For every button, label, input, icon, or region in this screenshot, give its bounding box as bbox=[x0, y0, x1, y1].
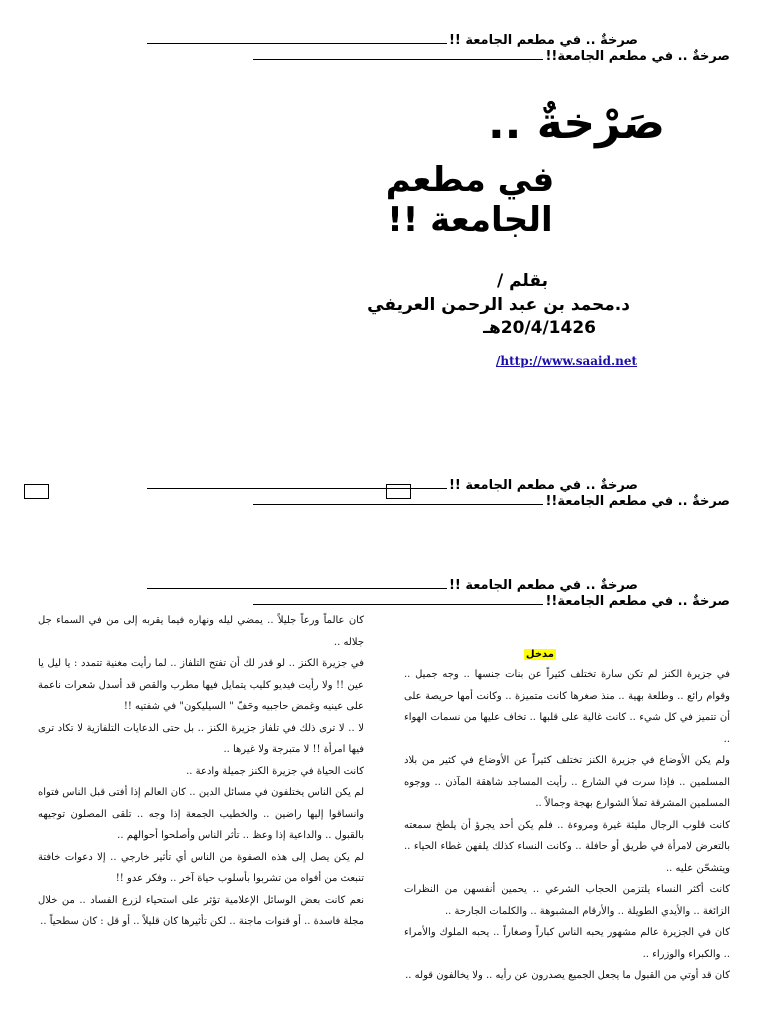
section-heading: مدخل bbox=[525, 649, 554, 660]
source-link[interactable]: /http://www.saaid.net bbox=[496, 354, 638, 368]
paragraph: في جزيرة الكنز .. لو قدر لك أن تفتح التلفاز .. لما رأيت مغنية تتمدد : يا ليل يا عين !! ولا رأيت فيديو كليب يتمايل فيها مطرب والقص قد أسدل شعرات ناعمة على عينيه وغمض حاجبيه وحَفّ " السيليكون" في شفتيه !! bbox=[38, 658, 364, 712]
running-header-text: صرخةٌ .. في مطعم الجامعة!! bbox=[545, 49, 730, 64]
running-header-6 bbox=[253, 594, 730, 609]
by-label: بقلم / bbox=[496, 271, 548, 291]
paragraph: كانت أكثر النساء يلتزمن الحجاب الشرعي .. يحمين أنفسهن من النظرات الزائغة .. والأيدي الطويلة .. والأرقام المشبوهة .. والكلمات الجارحة .. bbox=[404, 884, 730, 917]
running-header-text: صرخةٌ .. في مطعم الجامعة!! bbox=[545, 594, 730, 609]
author-name: د.محمد بن عبد الرحمن العريفي bbox=[367, 295, 630, 315]
running-header-3 bbox=[147, 478, 638, 493]
cover-subtitle-line1: في مطعم bbox=[385, 160, 555, 200]
paragraph: كانت الحياة في جزيرة الكنز جميلة وادعة .. bbox=[186, 765, 364, 777]
header-rule bbox=[253, 604, 543, 605]
paragraph: كانت قلوب الرجال مليئة غيرة ومروءة .. فلم يكن أحد يجرؤ أن يلطخ سمعته بالتعرض لامرأة في طريق أو حافلة .. وكانت النساء كذلك يلفهن غطاء الحياء .. ويتشحّن عليه .. bbox=[404, 819, 730, 874]
header-rule bbox=[147, 588, 447, 589]
cover-title: صَرْخةٌ .. bbox=[487, 98, 665, 149]
paragraph: لم يكن الناس يختلفون في مسائل الدين .. كان العالم إذا أفتى قبل الناس فتواه وانساقوا إليها راضين .. والخطيب الجمعة إذا وجه .. تلقى المصلون توجيهه بالقبول .. والداعية إذا وعظ .. تأثر الناس وأصلحوا أحوالهم .. bbox=[38, 787, 364, 841]
running-header-4 bbox=[253, 494, 730, 509]
paragraph: في جزيرة الكنز لم تكن سارة تختلف كثيراً عن بنات جنسها .. وجه جميل .. وقوام رائع .. وطلعة بهية .. منذ صغرها كانت متميزة .. وكانت أمها حريصة على أن تتميز في كل شيء .. كانت غالية على قلبها .. تخاف عليها من نسمات الهواء .. bbox=[404, 669, 730, 745]
right-column bbox=[404, 664, 730, 1012]
paragraph: كان عالماً ورعاً جليلاً .. يمضي ليله ونهاره فيما يقربه إلى من في السماء جل جلاله .. bbox=[38, 615, 364, 648]
running-header-1 bbox=[147, 33, 638, 48]
left-column bbox=[38, 610, 364, 954]
running-header-text: صرخةٌ .. في مطعم الجامعة !! bbox=[448, 478, 638, 493]
paragraph: كان قد أوتي من القبول ما يجعل الجميع يصدرون عن رأيه .. ولا يخالفون قوله .. bbox=[405, 970, 730, 981]
running-header-5 bbox=[147, 578, 638, 593]
header-rule bbox=[253, 504, 543, 505]
cover-subtitle-line2: الجامعة !! bbox=[387, 200, 553, 240]
paragraph: نعم كانت بعض الوسائل الإعلامية تؤثر على استحياء لزرع الفساد .. من خلال مجلة فاسدة .. أو قنوات ماجنة .. لكن تأثيرها كان قليلاً .. أو قل : كان سطحياً .. bbox=[38, 894, 364, 927]
paragraph: لا .. لا ترى ذلك في تلفاز جزيرة الكنز .. بل حتى الدعايات التلفازية لا تكاد ترى فيها امرأة !! لا متبرجة ولا غيرها .. bbox=[38, 722, 364, 755]
header-rule bbox=[253, 59, 543, 60]
paragraph: لم يكن يصل إلى هذه الصفوة من الناس أي تأثير خارجي .. إلا دعوات خافتة تنبعث من أفواه من تشربوا بأسلوب حياة آخر .. وفكر عدو !! bbox=[38, 851, 364, 884]
running-header-text: صرخةٌ .. في مطعم الجامعة !! bbox=[448, 33, 638, 48]
section-heading-wrap bbox=[525, 642, 556, 661]
running-header-text: صرخةٌ .. في مطعم الجامعة !! bbox=[448, 578, 638, 593]
header-rule bbox=[147, 43, 447, 44]
paragraph: ولم يكن الأوضاع في جزيرة الكنز تختلف كثيراً عن الأوضاع في كثير من بلاد المسلمين .. فإذا سرت في الشارع .. رأيت المساجد شاهقة المآذن .. ووجوه المسلمين المشرقة تملأ الشوارع بهجة وجمالاً .. bbox=[404, 755, 730, 809]
header-rule bbox=[147, 488, 447, 489]
publish-date: 20/4/1426هـ bbox=[483, 318, 596, 338]
running-header-text: صرخةٌ .. في مطعم الجامعة!! bbox=[545, 494, 730, 509]
running-header-2 bbox=[253, 49, 730, 64]
cover-subtitle bbox=[300, 160, 640, 240]
paragraph: كان في الجزيرة عالم مشهور يحبه الناس كباراً وصغاراً .. يحبه الملوك والأمراء .. والكبراء والوزراء .. bbox=[404, 927, 730, 960]
placeholder-box bbox=[24, 484, 49, 499]
